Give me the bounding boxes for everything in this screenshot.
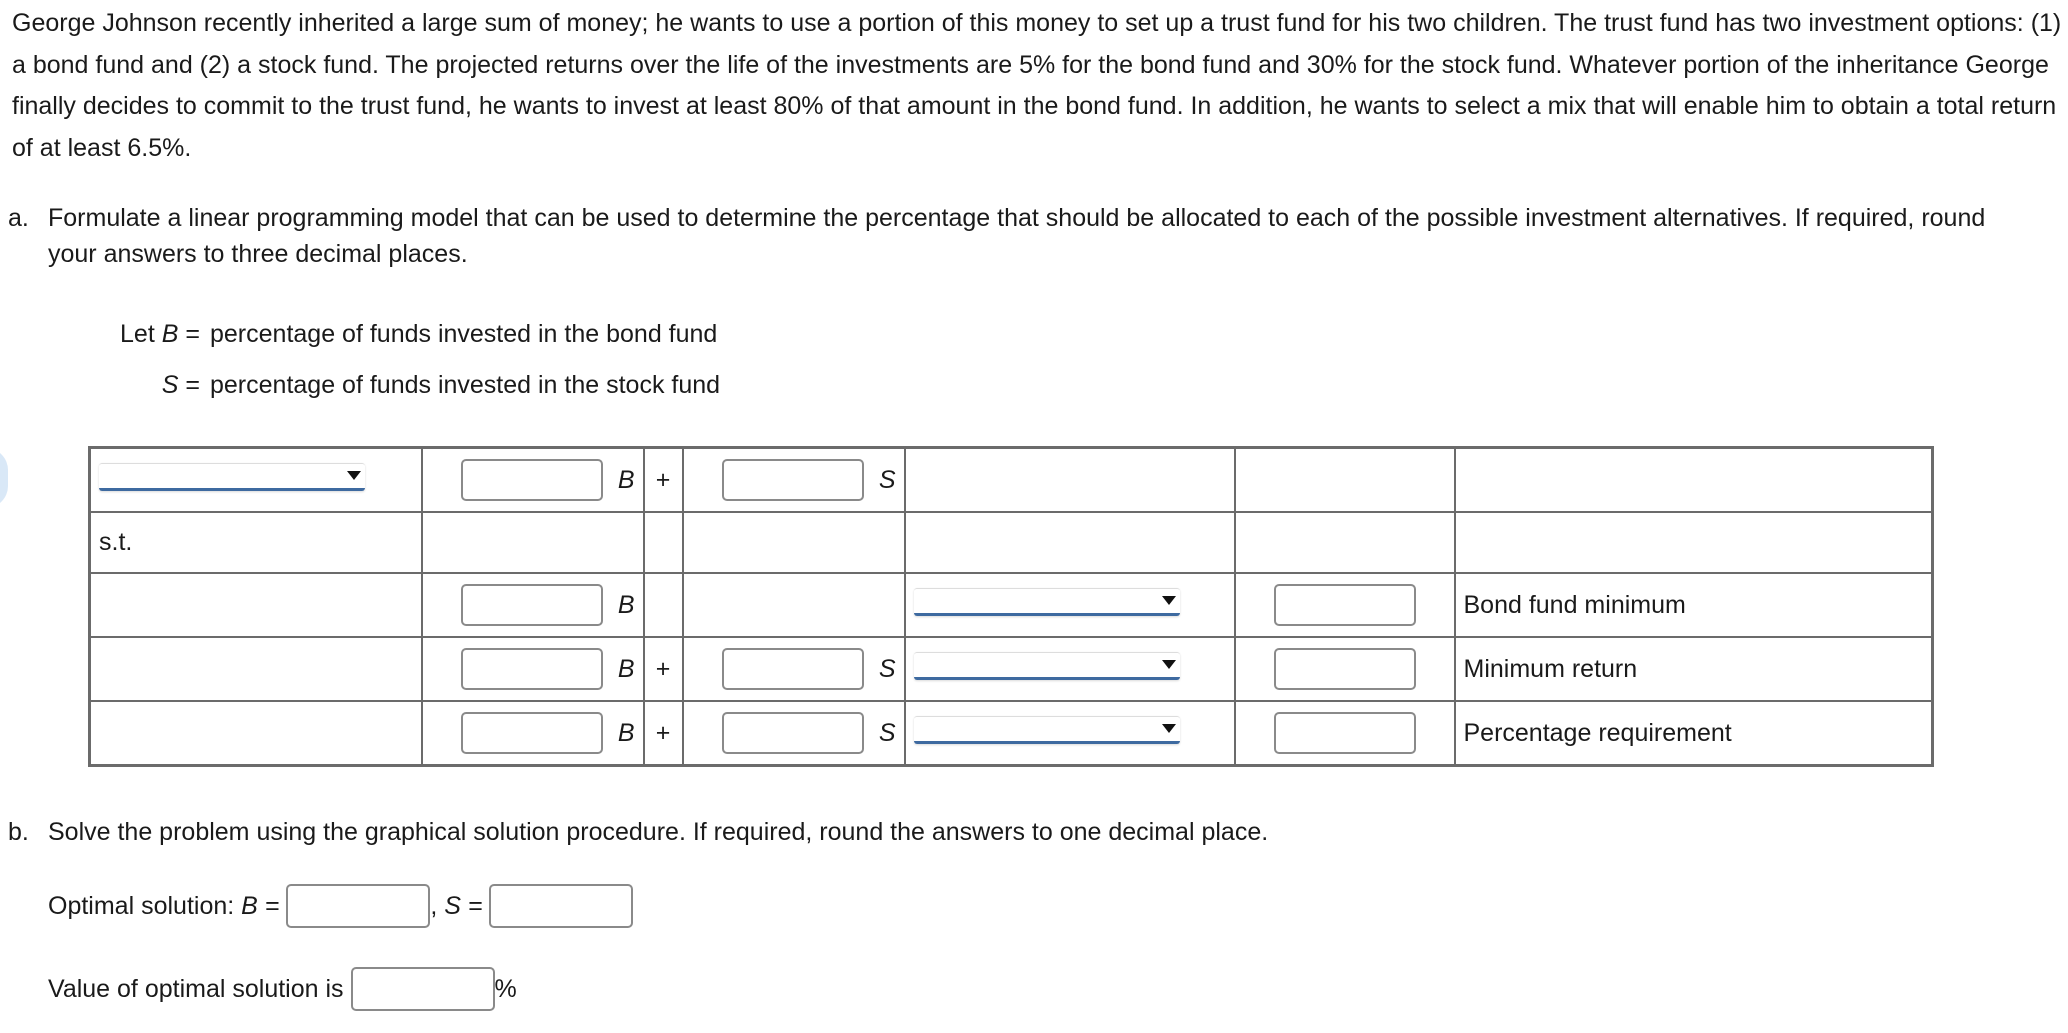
part-b-question	[8, 814, 1268, 850]
optimal-value-line	[48, 967, 517, 1011]
objective-row	[90, 448, 1933, 513]
constraint-row-bond-minimum	[90, 573, 1933, 637]
min-return-s-coefficient-input[interactable]	[722, 648, 864, 690]
min-return-b-coefficient-input[interactable]	[461, 648, 603, 690]
subject-to-row	[90, 512, 1933, 573]
plus-sign: +	[644, 448, 683, 513]
pct-req-b-coefficient-input[interactable]	[461, 712, 603, 754]
chevron-down-icon	[1162, 660, 1176, 669]
comma: ,	[430, 891, 438, 920]
constraint-row-minimum-return	[90, 637, 1933, 701]
percent-sign: %	[494, 974, 517, 1003]
problem-statement: George Johnson recently inherited a large sum of money; he wants to use a portion of this money to set up a trust fund for his two children. The trust fund has two investment options: (1) a bond fund and (2) a stock fund. The projected returns over the life of the investments are 5% for the bond fund and 30% for the stock fund. Whatever portion of the inheritance George finally decides to commit to the trust fund, he wants to invest at least 80% of that amount in the bond fund. In addition, he wants to select a mix that will enable him to obtain a total return of at least 6.5%.	[12, 9, 2062, 162]
constraint-label-percentage-requirement: Percentage requirement	[1455, 701, 1933, 766]
lp-model-table	[88, 446, 1934, 767]
optimal-value-label: Value of optimal solution is	[48, 974, 344, 1003]
optimal-b-eq-label: B =	[241, 891, 280, 920]
var-b-label: B	[617, 465, 635, 494]
focus-tab-indicator	[0, 448, 8, 508]
optimal-value-input[interactable]	[351, 967, 495, 1011]
let-label: Let	[120, 320, 155, 348]
constraint-label-bond-minimum: Bond fund minimum	[1455, 573, 1933, 637]
constraint-row-percentage-requirement	[90, 701, 1933, 766]
plus-sign: +	[644, 637, 683, 701]
part-b-text: Solve the problem using the graphical solution procedure. If required, round the answers to one decimal place.	[48, 818, 1269, 846]
objective-s-coefficient-input[interactable]	[722, 459, 864, 501]
variable-b-definition	[100, 320, 717, 349]
variable-b-description: percentage of funds invested in the bond fund	[210, 320, 718, 348]
min-return-rhs-input[interactable]	[1274, 648, 1416, 690]
optimal-s-input[interactable]	[489, 884, 633, 928]
var-s-label: S	[878, 718, 896, 747]
part-a-text: Formulate a linear programming model that can be used to determine the percentage that should be allocated to each of the possible investment alternatives. If required, round your answers to three decimal places.	[48, 204, 1986, 268]
equals-sign: =	[185, 371, 200, 399]
chevron-down-icon	[1162, 724, 1176, 733]
pct-req-s-coefficient-input[interactable]	[722, 712, 864, 754]
optimal-solution-line	[48, 884, 633, 928]
variable-b-symbol: B	[161, 320, 179, 348]
variable-s-symbol: S	[161, 371, 179, 399]
part-a-letter: a.	[8, 204, 29, 232]
var-s-label: S	[878, 654, 896, 683]
var-s-label: S	[878, 465, 896, 494]
part-a-question	[8, 200, 2018, 272]
constraint-label-minimum-return: Minimum return	[1455, 637, 1933, 701]
part-b-letter: b.	[8, 818, 29, 846]
optimal-solution-label: Optimal solution:	[48, 891, 235, 920]
bond-min-rhs-input[interactable]	[1274, 584, 1416, 626]
optimal-s-eq-label: S =	[444, 891, 483, 920]
var-b-label: B	[617, 590, 635, 619]
bond-min-relation-select[interactable]	[914, 588, 1180, 616]
plus-sign: +	[644, 701, 683, 766]
bond-min-b-coefficient-input[interactable]	[461, 584, 603, 626]
pct-req-relation-select[interactable]	[914, 716, 1180, 744]
objective-b-coefficient-input[interactable]	[461, 459, 603, 501]
min-return-relation-select[interactable]	[914, 652, 1180, 680]
pct-req-rhs-input[interactable]	[1274, 712, 1416, 754]
variable-s-definition	[100, 371, 720, 400]
var-b-label: B	[617, 654, 635, 683]
var-b-label: B	[617, 718, 635, 747]
equals-sign: =	[185, 320, 200, 348]
subject-to-label: s.t.	[90, 512, 422, 573]
optimal-b-input[interactable]	[286, 884, 430, 928]
chevron-down-icon	[347, 471, 361, 480]
objective-type-select[interactable]	[99, 463, 365, 491]
variable-s-description: percentage of funds invested in the stock fund	[210, 371, 721, 399]
chevron-down-icon	[1162, 596, 1176, 605]
